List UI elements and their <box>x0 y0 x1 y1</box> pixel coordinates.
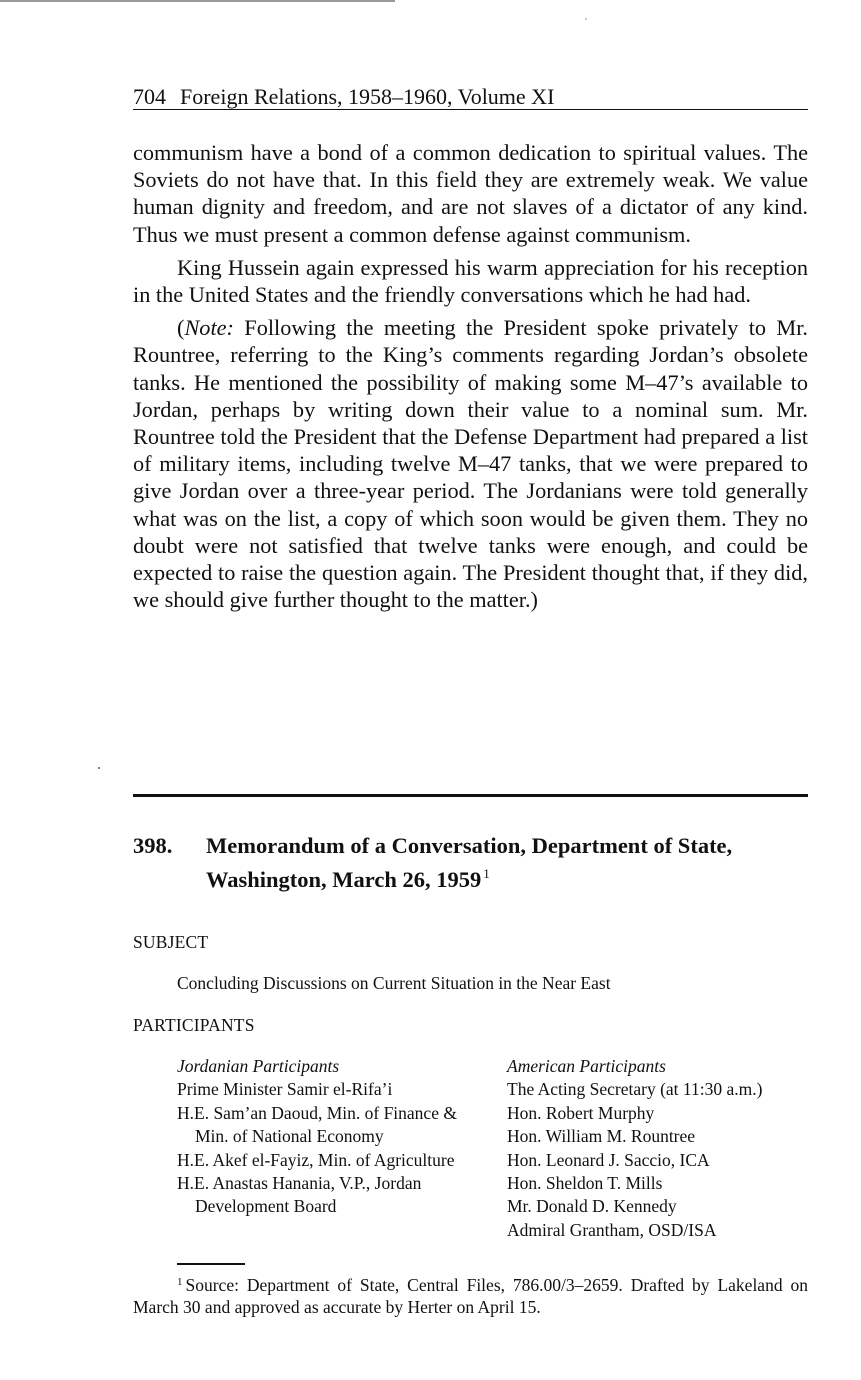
note-label: Note: <box>184 315 234 341</box>
participant-entry-continued: Min. of National Economy <box>195 1126 384 1147</box>
running-title: Foreign Relations, 1958–1960, Volume XI <box>180 84 555 109</box>
scan-speck <box>98 767 100 769</box>
american-participants-heading: American Participants <box>507 1056 666 1076</box>
paragraph-3 <box>133 314 808 613</box>
participant-entry: Admiral Grantham, OSD/ISA <box>507 1219 717 1240</box>
jordanian-participants <box>177 1055 497 1219</box>
participant-entry: Prime Minister Samir el-Rifa’i <box>177 1079 393 1100</box>
page-number: 704 <box>133 84 166 109</box>
footnote-reference: 1 <box>483 866 490 881</box>
subject-text: Concluding Discussions on Current Situation in the Near East <box>177 973 611 993</box>
participant-entry: Hon. William M. Rountree <box>507 1126 696 1147</box>
document-title <box>206 832 786 894</box>
participant-entry: H.E. Sam’an Daoud, Min. of Finance & <box>177 1102 457 1123</box>
footnote-text: Source: Department of State, Central Files, 786.00/3–2659. Drafted by Lakeland on March 30 and approved as accurate by Herter on April 15. <box>133 1275 808 1317</box>
american-participants <box>507 1055 807 1242</box>
document-title-line-2: Washington, March 26, 1959 $^1$ <box>206 866 490 892</box>
running-head <box>133 84 808 110</box>
scan-speck <box>585 18 587 20</box>
participant-entry: Hon. Robert Murphy <box>507 1102 655 1123</box>
participant-entry: Mr. Donald D. Kennedy <box>507 1196 677 1217</box>
section-divider <box>133 794 808 797</box>
document-number: 398. <box>133 833 173 858</box>
footnote-marker: 1 <box>177 1276 183 1288</box>
participant-entry: The Acting Secretary (at 11:30 a.m.) <box>507 1079 763 1100</box>
participants-label: PARTICIPANTS <box>133 1015 255 1035</box>
document-title-line-1: Memorandum of a Conversation, Department of State, <box>206 833 733 858</box>
note-open-paren: ( <box>177 315 185 341</box>
participant-entry: Hon. Leonard J. Saccio, ICA <box>507 1149 710 1170</box>
scan-edge-line <box>0 0 395 2</box>
body-text <box>133 139 808 619</box>
jordanian-participants-heading: Jordanian Participants <box>177 1056 340 1076</box>
note-text: Following the meeting the President spoke privately to Mr. Rountree, referring to the King’s comments regarding Jordan’s obsolete tanks. He mentioned the possibility of making some M–47’s available to Jordan, perhaps by writing down their value to a nominal sum. Mr. Rountree told the President that the Defense Department had prepared a list of military items, including twelve M–47 tanks, that we were prepared to give Jordan over a three-year period. The Jordanians were told generally what was on the list, a copy of which soon would be given them. They no doubt were not satisfied that twelve tanks were enough, and could be expected to raise the question again. The President thought that, if they did, we should give further thought to the matter.) <box>133 315 808 613</box>
participant-entry: Hon. Sheldon T. Mills <box>507 1173 663 1194</box>
participant-entry: H.E. Akef el-Fayiz, Min. of Agriculture <box>177 1149 455 1170</box>
paragraph-2: King Hussein again expressed his warm appreciation for his reception in the United States and the friendly conversations which he had had. <box>133 254 808 308</box>
footnote <box>133 1271 808 1318</box>
subject-label: SUBJECT <box>133 932 209 952</box>
paragraph-1: communism have a bond of a common dedication to spiritual values. The Soviets do not have that. In this field they are extremely weak. We value human dignity and freedom, and are not slaves of a dictator of any kind. Thus we must present a common defense against communism. <box>133 140 808 247</box>
footnote-rule <box>177 1263 245 1265</box>
participant-entry-continued: Development Board <box>195 1196 337 1217</box>
participant-entry: H.E. Anastas Hanania, V.P., Jordan <box>177 1173 422 1194</box>
